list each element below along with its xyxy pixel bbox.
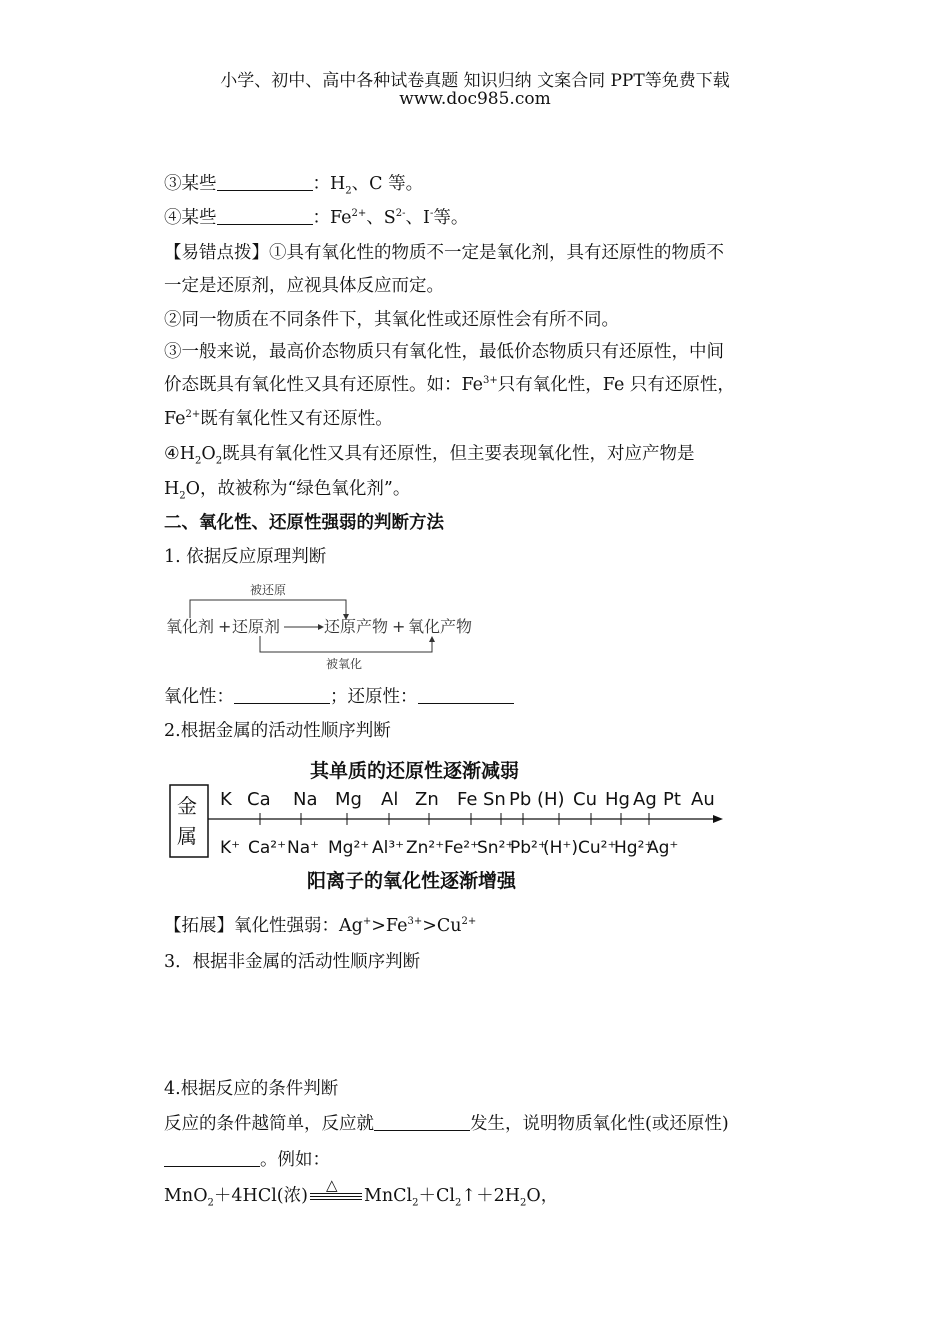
text: 、C 等。 (351, 174, 424, 194)
metal-label-char: 属 (177, 824, 197, 848)
reactant-oxidant: 氧化剂 (166, 617, 215, 636)
plus-sign: + (218, 617, 232, 636)
ions-group (220, 838, 678, 858)
paragraph-line (164, 478, 410, 500)
cation-symbol: Sn²⁺ (477, 838, 515, 858)
cation-symbol: K⁺ (220, 838, 241, 858)
subscript: 2 (194, 455, 202, 467)
superscript: 2+ (461, 916, 477, 928)
metal-symbol: Fe (457, 789, 478, 810)
line-ion-examples (164, 207, 468, 229)
text: MnCl (363, 1186, 413, 1206)
text: 既具有氧化性又具有还原性，但主要表现氧化性，对应产物是 (222, 444, 695, 464)
chemical-equation (164, 1176, 559, 1209)
text: ＋Cl (418, 1186, 456, 1206)
text: 氧化性： (164, 687, 234, 707)
text: ；还原性： (330, 687, 418, 707)
metal-symbol: (H) (537, 789, 565, 810)
superscript: 2+ (185, 409, 201, 421)
text: O，故被称为“绿色氧化剂”。 (185, 479, 411, 499)
superscript: 3+ (483, 375, 498, 387)
extension-note (164, 915, 476, 937)
subscript: 2 (179, 490, 186, 502)
subscript: 2 (345, 185, 352, 197)
text: >Cu (422, 916, 462, 936)
product-oxidized: 氧化产物 (408, 617, 473, 636)
subscript: 2 (215, 455, 223, 467)
method-heading-3: 3．根据非金属的活动性顺序判断 (164, 952, 421, 972)
cation-symbol: Pb²⁺ (510, 838, 547, 858)
text: Fe (164, 409, 186, 429)
text: 。例如： (260, 1150, 330, 1170)
condition-line (164, 1113, 729, 1135)
header-title: 小学、初中、高中各种试卷真题 知识归纳 文案合同 PPT等免费下载 (220, 71, 730, 91)
metal-symbol: Na (293, 789, 318, 810)
text: ↑＋2H (461, 1186, 520, 1206)
subscript: 2 (412, 1197, 419, 1209)
cation-symbol: Cu²⁺ (578, 838, 617, 858)
cation-symbol: Na⁺ (287, 838, 320, 858)
paragraph-line (164, 408, 393, 430)
paragraph-line: ②同一物质在不同条件下，其氧化性或还原性会有所不同。 (164, 310, 619, 330)
text: 只有氧化性，Fe 只有还原性， (497, 375, 735, 395)
cation-symbol: Zn²⁺ (406, 838, 445, 858)
metal-symbol: Zn (415, 789, 439, 810)
text: ③某些 (164, 174, 217, 194)
reduced-bracket (190, 600, 346, 618)
condition-line (164, 1149, 330, 1171)
text: 、S (366, 208, 396, 228)
text: ：Fe (312, 208, 352, 228)
metal-symbol: Pt (663, 789, 681, 810)
metal-symbol: Mg (335, 789, 362, 810)
plus-sign: + (392, 617, 406, 636)
fill-blank[interactable] (164, 1150, 260, 1167)
text: ：H (312, 174, 346, 194)
heated-equals-sign (308, 1176, 364, 1204)
cation-symbol: Al³⁺ (372, 838, 405, 858)
oxidized-label: 被氧化 (326, 657, 363, 671)
fill-blank[interactable] (234, 687, 330, 704)
paragraph-line: 一定是还原剂，应视具体反应而定。 (164, 276, 444, 296)
paragraph-line: 【易错点拨】①具有氧化性的物质不一定是氧化剂，具有还原性的物质不 (164, 243, 724, 263)
line-reducer-examples (164, 173, 423, 195)
product-reduced: 还原产物 (324, 617, 389, 636)
reduction-trend-title: 其单质的还原性逐渐减弱 (310, 760, 520, 782)
cation-symbol: Mg²⁺ (328, 838, 370, 858)
subscript: 2 (455, 1197, 462, 1209)
redox-reaction-diagram (160, 578, 490, 674)
cation-symbol: Hg²⁺ (614, 838, 654, 858)
superscript: + (362, 916, 372, 928)
cation-symbol: Fe²⁺ (444, 838, 480, 858)
paragraph-line: ③一般来说，最高价态物质只有氧化性，最低价态物质只有还原性，中间 (164, 342, 724, 362)
header-url: www.doc985.com (399, 89, 551, 109)
text: 、I (405, 208, 430, 228)
method-heading-4: 4.根据反应的条件判断 (164, 1079, 339, 1099)
text: 【拓展】氧化性强弱：Ag (164, 916, 363, 936)
fill-blank[interactable] (374, 1114, 470, 1131)
superscript: 2- (395, 208, 406, 220)
text: 等。 (433, 208, 469, 228)
fill-blank[interactable] (217, 174, 313, 191)
metal-symbol: Al (381, 789, 399, 810)
section-heading: 二、氧化性、还原性强弱的判断方法 (164, 513, 444, 533)
cation-symbol: Ag⁺ (647, 838, 679, 858)
method-heading-1: 1. 依据反应原理判断 (164, 547, 327, 567)
heat-icon: △ (325, 1176, 338, 1194)
text: H (164, 479, 180, 499)
fill-blank[interactable] (418, 687, 514, 704)
reactant-reductant: 还原剂 (232, 617, 281, 636)
text: ④某些 (164, 208, 217, 228)
cation-symbol: (H⁺) (543, 838, 579, 858)
metal-symbol: Sn (483, 789, 506, 810)
series-arrowhead (713, 815, 723, 823)
text: O (201, 444, 216, 464)
text: 既有氧化性又有还原性。 (200, 409, 393, 429)
oxidation-trend-title: 阳离子的氧化性逐渐增强 (307, 870, 517, 892)
oxidized-arrowhead (429, 636, 435, 642)
text: 发生，说明物质氧化性(或还原性) (470, 1114, 729, 1134)
metal-symbol: Cu (573, 789, 597, 810)
metal-symbol: Au (691, 789, 715, 810)
text: 反应的条件越简单，反应就 (164, 1114, 374, 1134)
subscript: 2 (207, 1197, 214, 1209)
reduced-label: 被还原 (250, 583, 287, 597)
text: ④H (164, 444, 195, 464)
text: >Fe (371, 916, 408, 936)
paragraph-line (164, 443, 695, 465)
text: O， (526, 1186, 559, 1206)
metal-symbol: Ca (247, 789, 271, 810)
metal-symbol: K (220, 789, 232, 810)
text: MnO (164, 1186, 208, 1206)
metal-symbol: Pb (509, 789, 532, 810)
method-heading-2: 2.根据金属的活动性顺序判断 (164, 721, 391, 741)
metals-group (220, 789, 715, 810)
text: 价态既具有氧化性又具有还原性。如：Fe (164, 375, 484, 395)
oxidized-bracket (260, 636, 432, 652)
superscript: 3+ (407, 916, 423, 928)
fill-blank[interactable] (217, 208, 313, 225)
metal-activity-series-diagram (165, 755, 730, 900)
text: ＋4HCl(浓) (213, 1186, 308, 1206)
metal-symbol: Hg (605, 789, 630, 810)
fill-line-comparison (164, 686, 514, 708)
metal-label-char: 金 (177, 794, 197, 818)
cation-symbol: Ca²⁺ (248, 838, 287, 858)
metal-symbol: Ag (633, 789, 657, 810)
subscript: 2 (519, 1197, 527, 1209)
superscript: - (429, 208, 434, 220)
superscript: 2+ (351, 208, 367, 220)
paragraph-line (164, 374, 735, 396)
